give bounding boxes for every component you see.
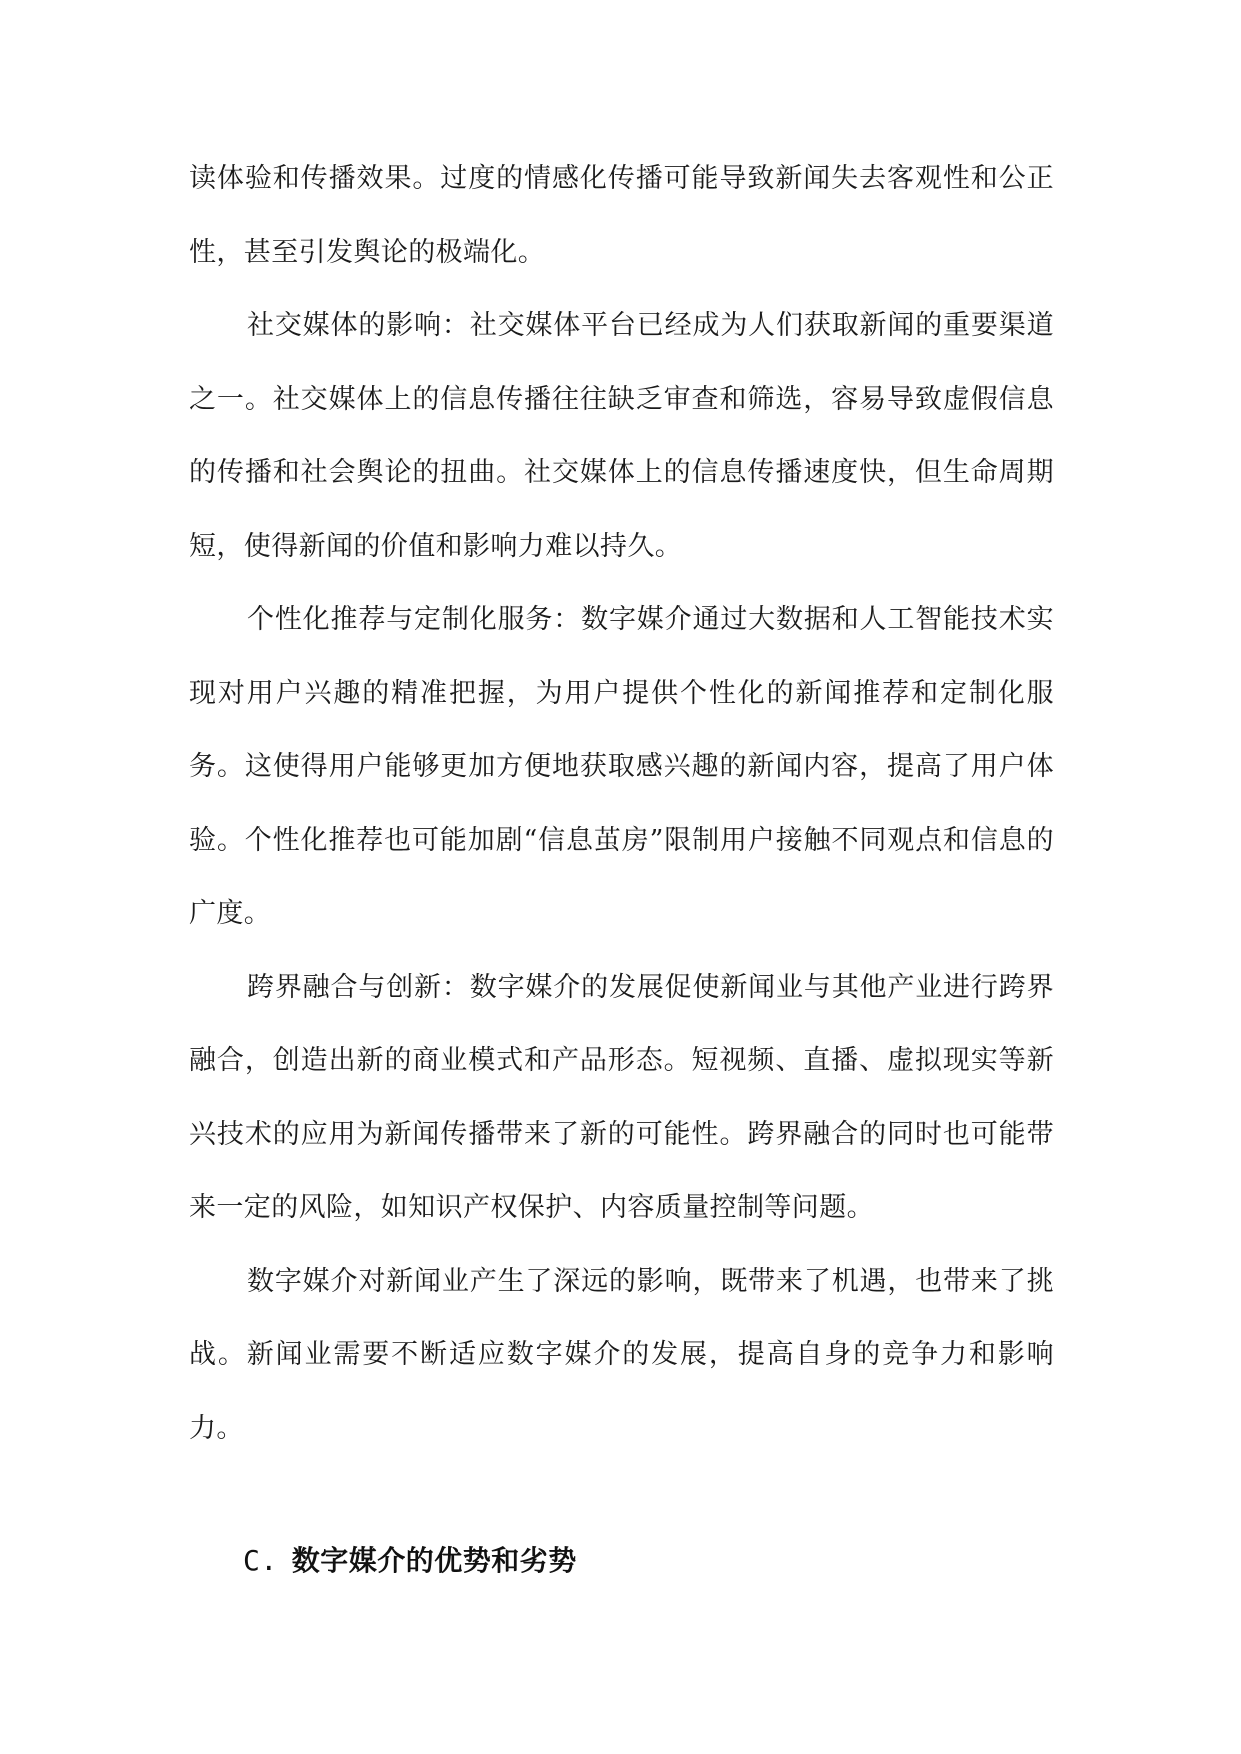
paragraph-continuation: 读体验和传播效果。过度的情感化传播可能导致新闻失去客观性和公正性，甚至引发舆论的极端化。	[189, 163, 1054, 268]
paragraph-conclusion: 数字媒介对新闻业产生了深远的影响，既带来了机遇，也带来了挑战。新闻业需要不断适应数字媒介的发展，提高自身的竞争力和影响力。	[189, 1265, 1054, 1444]
section-heading	[243, 1541, 577, 1581]
section-heading-marker: C.	[243, 1544, 278, 1577]
paragraph-social-media: 社交媒体的影响：社交媒体平台已经成为人们获取新闻的重要渠道之一。社交媒体上的信息传播往往缺乏审查和筛选，容易导致虚假信息的传播和社会舆论的扭曲。社交媒体上的信息传播速度快，但生命周期短，使得新闻的价值和影响力难以持久。	[189, 310, 1054, 562]
paragraph-cross-border-fusion: 跨界融合与创新：数字媒介的发展促使新闻业与其他产业进行跨界融合，创造出新的商业模式和产品形态。短视频、直播、虚拟现实等新兴技术的应用为新闻传播带来了新的可能性。跨界融合的同时也可能带来一定的风险，如知识产权保护、内容质量控制等问题。	[189, 971, 1054, 1223]
document-body	[189, 142, 1054, 1465]
paragraph-personalized-recommendation: 个性化推荐与定制化服务：数字媒介通过大数据和人工智能技术实现对用户兴趣的精准把握，为用户提供个性化的新闻推荐和定制化服务。这使得用户能够更加方便地获取感兴趣的新闻内容，提高了用户体验。个性化推荐也可能加剧“信息茧房”限制用户接触不同观点和信息的广度。	[189, 604, 1054, 929]
section-heading-title: 数字媒介的优势和劣势	[291, 1544, 577, 1577]
